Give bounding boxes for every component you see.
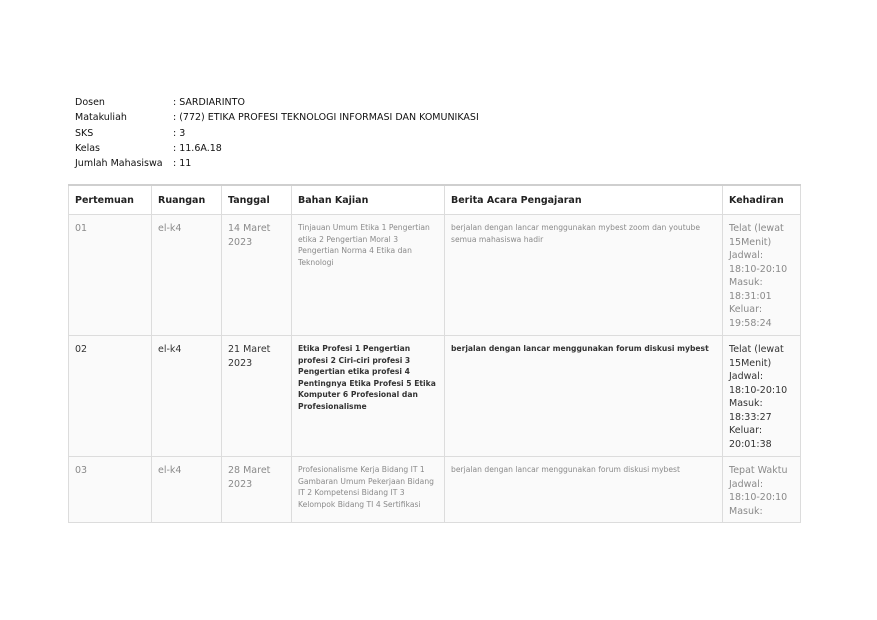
- info-value: : 11.6A.18: [173, 142, 222, 154]
- kehadiran-masuk-label: Masuk:: [729, 277, 763, 288]
- cell-ruangan: el-k4: [152, 215, 222, 336]
- info-value: : 3: [173, 127, 186, 139]
- table-row: [69, 336, 801, 457]
- kehadiran-keluar-value: 20:01:38: [729, 438, 772, 450]
- cell-berita-acara: berjalan dengan lancar menggunakan mybest zoom dan youtube semua mahasiswa hadir: [445, 215, 723, 336]
- kehadiran-status: Tepat Waktu: [729, 465, 788, 476]
- info-sks: [75, 126, 479, 141]
- cell-tanggal: 21 Maret 2023: [222, 336, 292, 457]
- info-dosen: [75, 95, 479, 110]
- cell-ruangan: el-k4: [152, 336, 222, 457]
- cell-pertemuan: 02: [69, 336, 152, 457]
- cell-kehadiran: [723, 457, 801, 523]
- kehadiran-status: Telat (lewat 15Menit): [729, 344, 784, 369]
- header-pertemuan: Pertemuan: [69, 185, 152, 215]
- kehadiran-jadwal-value: 18:10-20:10: [729, 492, 788, 503]
- header-kehadiran: Kehadiran: [723, 185, 801, 215]
- kehadiran-keluar-label: Keluar:: [729, 425, 763, 436]
- course-info: [75, 95, 479, 171]
- kehadiran-keluar-label: Keluar:: [729, 304, 763, 315]
- cell-kehadiran: [723, 336, 801, 457]
- kehadiran-jadwal-label: Jadwal:: [729, 478, 764, 490]
- info-label: Matakuliah: [75, 112, 127, 124]
- cell-berita-acara: berjalan dengan lancar menggunakan forum diskusi mybest: [445, 457, 723, 523]
- kehadiran-masuk-value: 18:31:01: [729, 290, 772, 302]
- info-value: : SARDIARINTO: [173, 97, 245, 108]
- cell-tanggal: 28 Maret 2023: [222, 457, 292, 523]
- cell-pertemuan: 03: [69, 457, 152, 523]
- info-label: SKS: [75, 127, 94, 139]
- header-tanggal: Tanggal: [222, 185, 292, 215]
- info-label: Kelas: [75, 142, 101, 154]
- kehadiran-jadwal-value: 18:10-20:10: [729, 384, 788, 396]
- info-label: Jumlah Mahasiswa: [75, 158, 163, 170]
- kehadiran-jadwal-value: 18:10-20:10: [729, 263, 788, 275]
- cell-kehadiran: [723, 215, 801, 336]
- table-row: [69, 457, 801, 523]
- info-value: : (772) ETIKA PROFESI TEKNOLOGI INFORMASI DAN KOMUNIKASI: [173, 112, 479, 124]
- info-value: : 11: [173, 158, 192, 170]
- attendance-table: [68, 184, 801, 523]
- kehadiran-masuk-value: 18:33:27: [729, 411, 772, 423]
- kehadiran-masuk-label: Masuk:: [729, 505, 763, 517]
- cell-berita-acara: berjalan dengan lancar menggunakan forum diskusi mybest: [445, 336, 723, 457]
- header-bahan-kajian: Bahan Kajian: [292, 185, 445, 215]
- table-header-row: [69, 185, 801, 215]
- kehadiran-jadwal-label: Jadwal:: [729, 371, 764, 382]
- kehadiran-masuk-label: Masuk:: [729, 398, 763, 409]
- kehadiran-jadwal-label: Jadwal:: [729, 250, 764, 261]
- kehadiran-keluar-value: 19:58:24: [729, 317, 772, 329]
- cell-tanggal: 14 Maret 2023: [222, 215, 292, 336]
- info-kelas: [75, 141, 479, 156]
- info-matakuliah: [75, 110, 479, 125]
- kehadiran-status: Telat (lewat 15Menit): [729, 223, 784, 248]
- header-berita-acara: Berita Acara Pengajaran: [445, 185, 723, 215]
- table-row: [69, 215, 801, 336]
- cell-pertemuan: 01: [69, 215, 152, 336]
- cell-ruangan: el-k4: [152, 457, 222, 523]
- cell-bahan-kajian: Profesionalisme Kerja Bidang IT 1 Gambaran Umum Pekerjaan Bidang IT 2 Kompetensi Bidang IT 3 Kelompok Bidang TI 4 Sertifikasi: [292, 457, 445, 523]
- cell-bahan-kajian: Tinjauan Umum Etika 1 Pengertian etika 2 Pengertian Moral 3 Pengertian Norma 4 Etika dan Teknologi: [292, 215, 445, 336]
- cell-bahan-kajian: Etika Profesi 1 Pengertian profesi 2 Ciri-ciri profesi 3 Pengertian etika profesi 4 Pentingnya Etika Profesi 5 Etika Komputer 6 Profesional dan Profesionalisme: [292, 336, 445, 457]
- header-ruangan: Ruangan: [152, 185, 222, 215]
- info-jumlah-mahasiswa: [75, 156, 479, 171]
- info-label: Dosen: [75, 97, 105, 108]
